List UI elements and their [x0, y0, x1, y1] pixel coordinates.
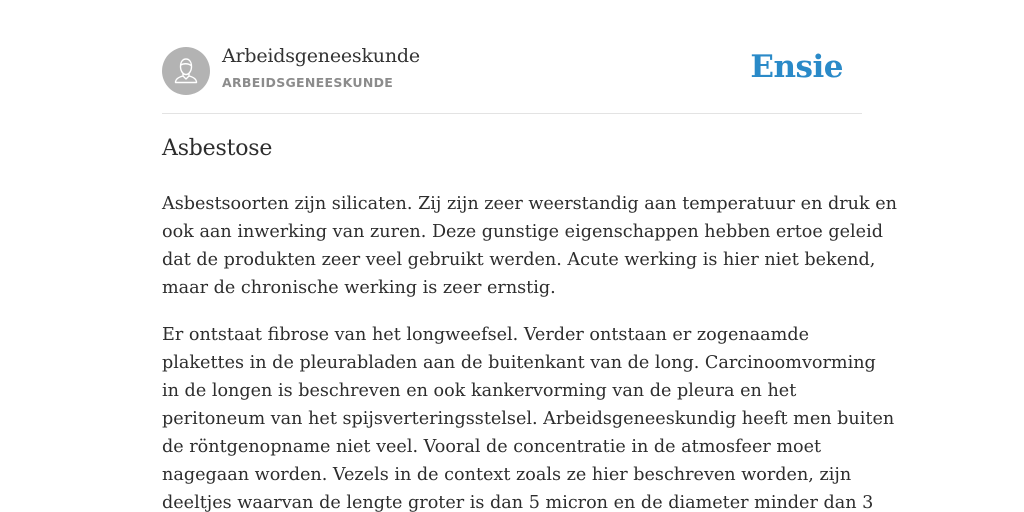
- paragraph-line: Er ontstaat fibrose van het longweefsel. Verder ontstaan er zogenaamde: [162, 325, 810, 345]
- paragraph-line: plakettes in de pleurabladen aan de buitenkant van de long. Carcinoomvorming: [162, 353, 876, 373]
- paragraph-line: ook aan inwerking van zuren. Deze gunstige eigenschappen hebben ertoe geleid: [162, 222, 883, 242]
- author-category-label[interactable]: ARBEIDSGENEESKUNDE: [222, 75, 394, 90]
- user-silhouette-icon: [162, 47, 210, 95]
- paragraph-line: deeltjes waarvan de lengte groter is dan 5 micron en de diameter minder dan 3: [162, 493, 874, 512]
- paragraph-line: dat de produkten zeer veel gebruikt werden. Acute werking is hier niet bekend,: [162, 250, 876, 270]
- paragraph-1: [162, 190, 898, 302]
- author-avatar[interactable]: [162, 47, 210, 95]
- site-logo[interactable]: Ensie: [750, 49, 843, 85]
- paragraph-2: [162, 321, 895, 512]
- paragraph-line: nagegaan worden. Vezels in de context zoals ze hier beschreven worden, zijn: [162, 465, 852, 485]
- paragraph-line: maar de chronische werking is zeer ernstig.: [162, 278, 556, 298]
- content-column: [162, 0, 898, 512]
- author-name-link[interactable]: Arbeidsgeneeskunde: [222, 45, 420, 67]
- paragraph-line: Asbestsoorten zijn silicaten. Zij zijn zeer weerstandig aan temperatuur en druk en: [162, 194, 898, 214]
- paragraph-line: peritoneum van het spijsverteringsstelsel. Arbeidsgeneeskundig heeft men buiten: [162, 409, 895, 429]
- article-title: Asbestose: [162, 136, 273, 161]
- header: [162, 0, 862, 114]
- paragraph-line: in de longen is beschreven en ook kankervorming van de pleura en het: [162, 381, 797, 401]
- paragraph-line: de röntgenopname niet veel. Vooral de concentratie in de atmosfeer moet: [162, 437, 822, 457]
